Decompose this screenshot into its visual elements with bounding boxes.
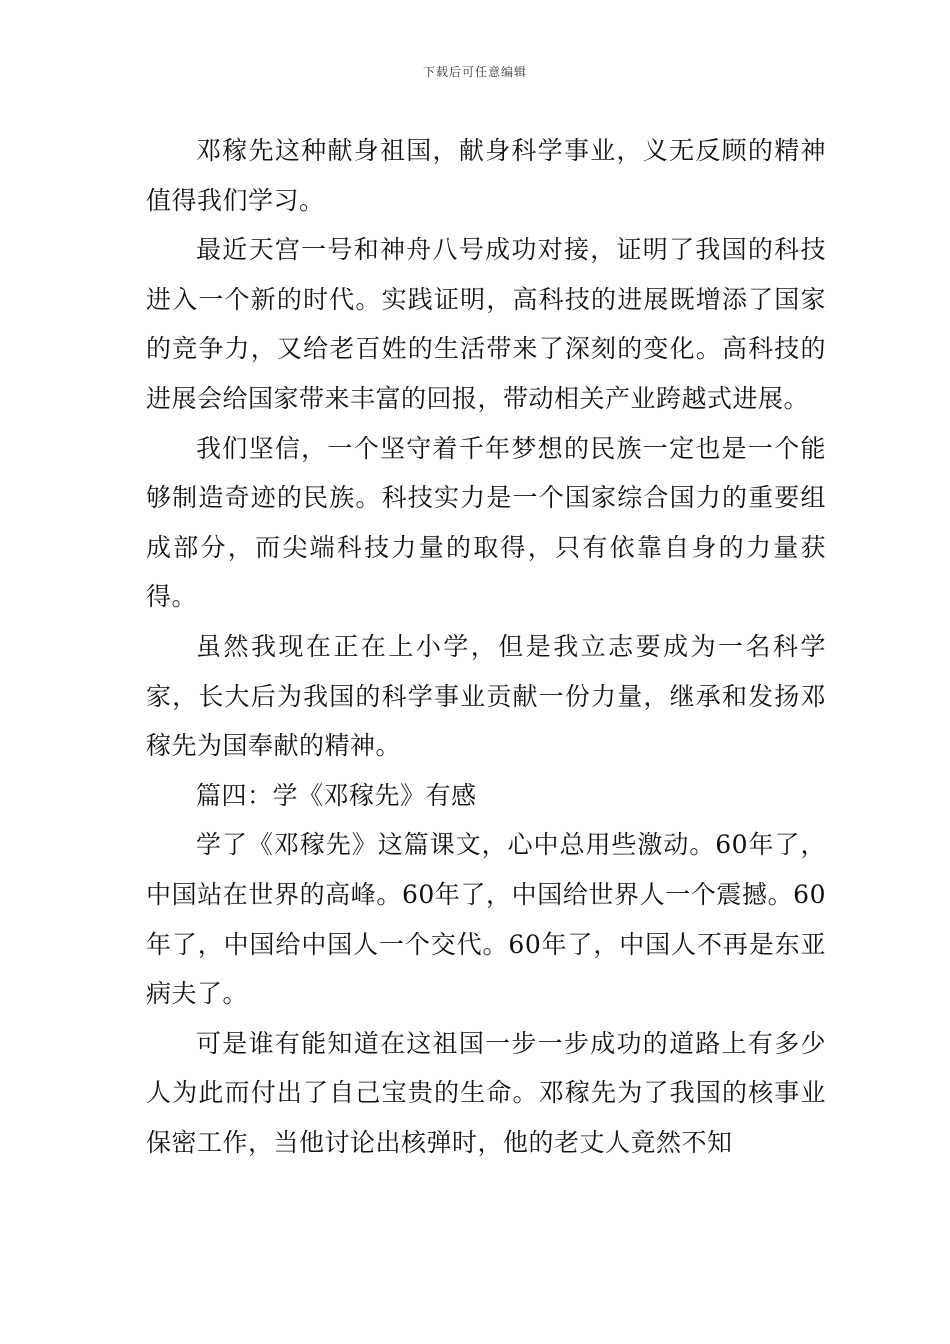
document-body — [146, 126, 826, 1167]
section-heading: 篇四：学《邓稼先》有感 — [196, 780, 477, 810]
page-header: 下载后可任意编辑 — [422, 65, 527, 79]
paragraph-6: 可是谁有能知道在这祖国一步一步成功的道路上有多少人为此而付出了自己宝贵的生命。邓稼先为了我国的核事业保密工作，当他讨论出核弹时，他的老丈人竟然不知 — [146, 1028, 826, 1157]
paragraph-3: 我们坚信，一个坚守着千年梦想的民族一定也是一个能够制造奇迹的民族。科技实力是一个国家综合国力的重要组成部分，而尖端科技力量的取得，只有依靠自身的力量获得。 — [146, 433, 826, 612]
paragraph-2: 最近天宫一号和神舟八号成功对接，证明了我国的科技进入一个新的时代。实践证明，高科技的进展既增添了国家的竞争力，又给老百姓的生活带来了深刻的变化。高科技的进展会给国家带来丰富的回报，带动相关产业跨越式进展。 — [146, 235, 826, 413]
paragraph-1: 邓稼先这种献身祖国，献身科学事业，义无反顾的精神值得我们学习。 — [146, 136, 826, 215]
paragraph-4: 虽然我现在正在上小学，但是我立志要成为一名科学家，长大后为我国的科学事业贡献一份力量，继承和发扬邓稼先为国奉献的精神。 — [146, 631, 826, 761]
paragraph-5: 学了《邓稼先》这篇课文，心中总用些激动。60年了，中国站在世界的高峰。60年了，中国给世界人一个震撼。60年了，中国给中国人一个交代。60年了，中国人不再是东亚病夫了。 — [146, 830, 826, 1009]
